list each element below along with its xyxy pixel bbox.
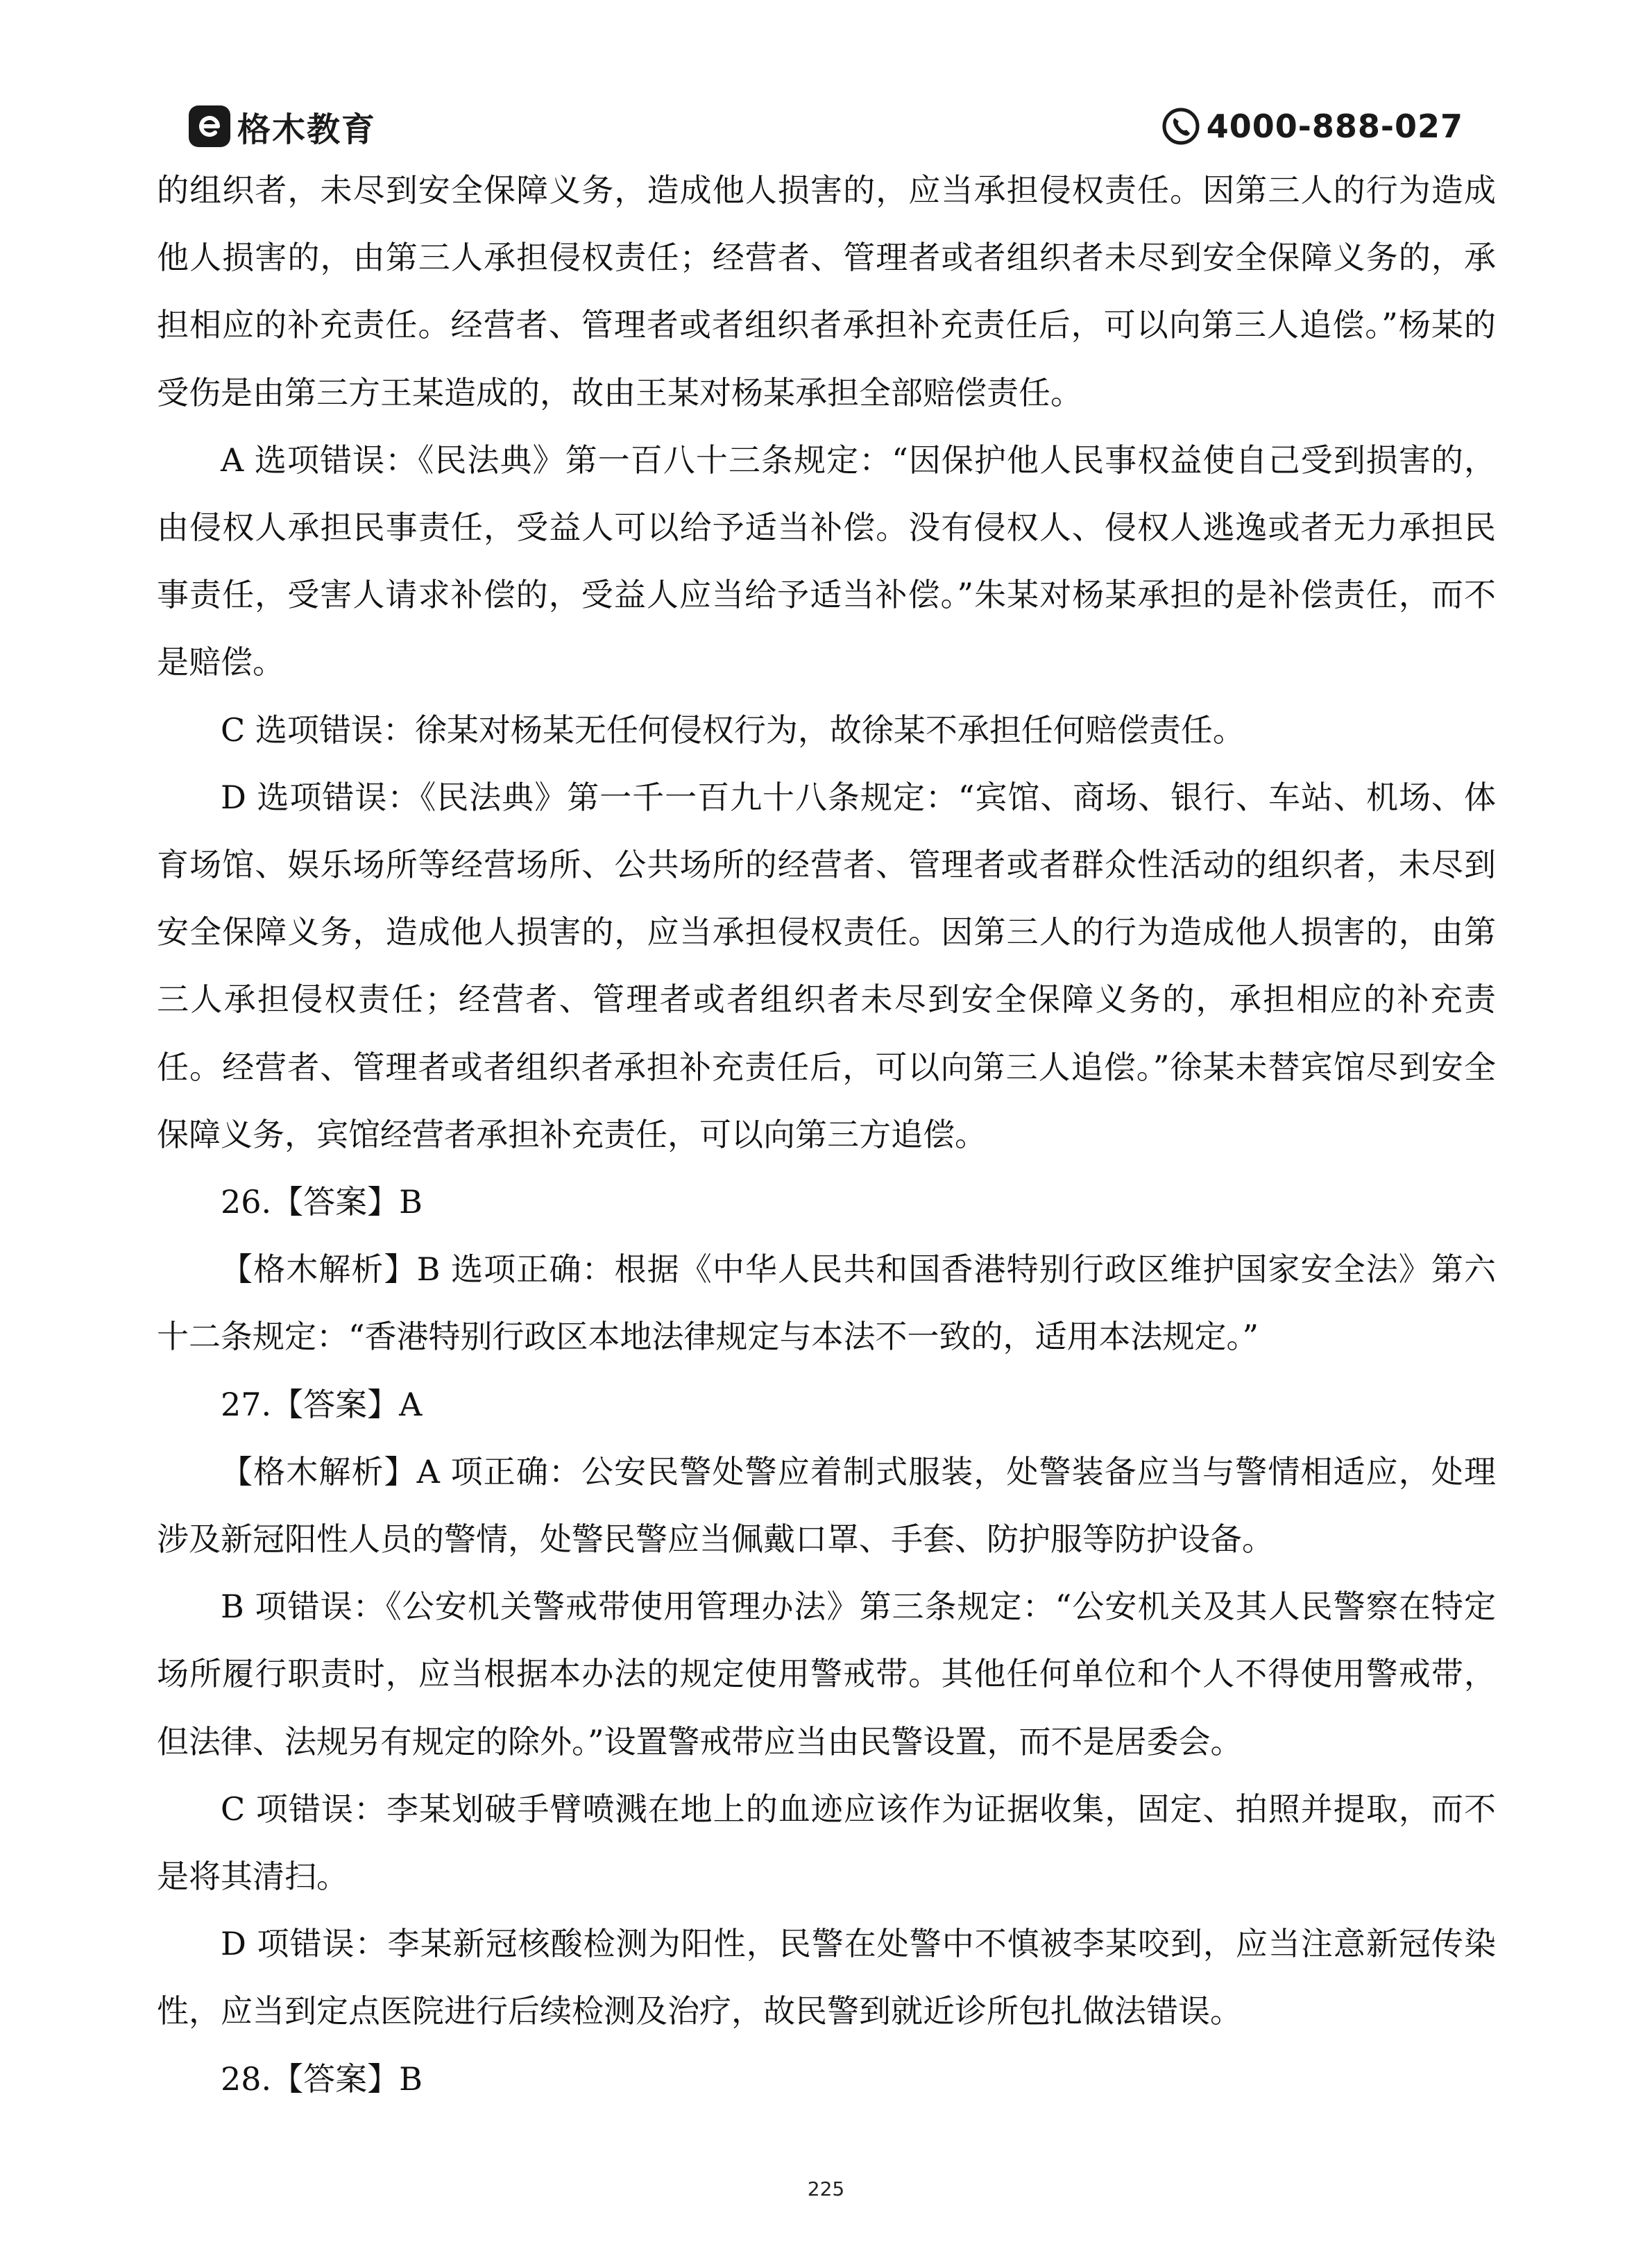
paragraph-option-d: D 选项错误：《民法典》第一千一百九十八条规定：“宾馆、商场、银行、车站、机场、体育场馆、娱乐场所等经营场所、公共场所的经营者、管理者或者群众性活动的组织者，未尽到安全保障义务，造成他人损害的，应当承担侵权责任。因第三人的行为造成他人损害的，由第三人承担侵权责任；经营者、管理者或者组织者未尽到安全保障义务的，承担相应的补充责任。经营者、管理者或者组织者承担补充责任后，可以向第三人追偿。”徐某未替宾馆尽到安全保障义务，宾馆经营者承担补充责任，可以向第三方追偿。	[157, 778, 1496, 1153]
analysis-27-d: D 项错误：李某新冠核酸检测为阳性，民警在处警中不慎被李某咬到，应当注意新冠传染性，应当到定点医院进行后续检测及治疗，故民警到就近诊所包扎做法错误。	[157, 1925, 1496, 2030]
brand-e-icon	[189, 105, 230, 147]
analysis-27-b: B 项错误：《公安机关警戒带使用管理办法》第三条规定：“公安机关及其人民警察在特定场所履行职责时，应当根据本办法的规定使用警戒带。其他任何单位和个人不得使用警戒带，但法律、法规另有规定的除外。”设置警戒带应当由民警设置，而不是居委会。	[157, 1588, 1496, 1760]
brand-name: 格木教育	[237, 110, 377, 149]
page-header	[189, 97, 1463, 155]
answer-27: 27.【答案】A	[221, 1385, 423, 1423]
phone-icon	[1161, 106, 1201, 146]
answer-28: 28.【答案】B	[221, 2060, 423, 2098]
phone-contact	[1161, 97, 1463, 155]
analysis-27-c: C 项错误：李某划破手臂喷溅在地上的血迹应该作为证据收集，固定、拍照并提取，而不是将其清扫。	[157, 1790, 1496, 1896]
answer-26: 26.【答案】B	[221, 1183, 423, 1221]
paragraph-option-c: C 选项错误：徐某对杨某无任何侵权行为，故徐某不承担任何赔偿责任。	[221, 711, 1245, 749]
paragraph-option-a: A 选项错误：《民法典》第一百八十三条规定：“因保护他人民事权益使自己受到损害的，由侵权人承担民事责任，受益人可以给予适当补偿。没有侵权人、侵权人逃逸或者无力承担民事责任，受害人请求补偿的，受益人应当给予适当补偿。”朱某对杨某承担的是补偿责任，而不是赔偿。	[157, 441, 1496, 681]
analysis-27-a: 【格木解析】A 项正确：公安民警处警应着制式服装，处警装备应当与警情相适应，处理涉及新冠阳性人员的警情，处警民警应当佩戴口罩、手套、防护服等防护设备。	[157, 1452, 1496, 1559]
phone-number: 4000-888-027	[1206, 108, 1463, 145]
paragraph-continuation: 的组织者，未尽到安全保障义务，造成他人损害的，应当承担侵权责任。因第三人的行为造成他人损害的，由第三人承担侵权责任；经营者、管理者或者组织者未尽到安全保障义务的，承担相应的补充责任。经营者、管理者或者组织者承担补充责任后，可以向第三人追偿。”杨某的受伤是由第三方王某造成的，故由王某对杨某承担全部赔偿责任。	[157, 171, 1496, 411]
analysis-26: 【格木解析】B 选项正确：根据《中华人民共和国香港特别行政区维护国家安全法》第六十二条规定：“香港特别行政区本地法律规定与本法不一致的，适用本法规定。”	[157, 1250, 1496, 1356]
document-body	[157, 157, 1496, 2113]
page-number: 225	[807, 2177, 845, 2200]
brand-logo	[189, 97, 376, 155]
